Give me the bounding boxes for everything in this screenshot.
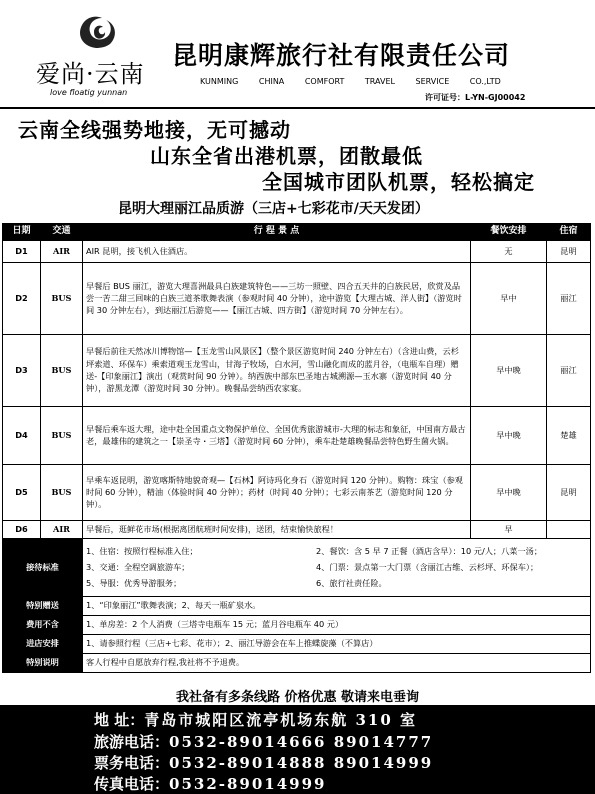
table-row-standards — [3, 538, 591, 596]
header-stay: 住宿 — [547, 224, 591, 241]
day-cell: D2 — [3, 262, 41, 334]
transport-cell: AIR — [41, 240, 83, 262]
meals-cell: 无 — [471, 240, 547, 262]
stay-cell: 楚雄 — [547, 406, 591, 464]
transport-cell: BUS — [41, 464, 83, 520]
contact-label: 传真电话： — [94, 775, 170, 793]
stay-cell — [547, 520, 591, 538]
license-number: 许可证号：L-YN-GJ00042 — [425, 93, 526, 102]
stay-cell: 昆明 — [547, 464, 591, 520]
phoenix-swirl-icon — [72, 12, 120, 52]
slogan-line-3: 全国城市团队机票，轻松搞定 — [262, 170, 535, 194]
stay-cell: 丽江 — [547, 262, 591, 334]
standard-item: 4、门票：景点第一大门票（含丽江古维、云杉坪、环保车）； — [316, 561, 539, 572]
contact-block — [0, 705, 595, 794]
shopping-label: 进店安排 — [3, 634, 83, 653]
table-row-d1 — [3, 240, 591, 262]
contact-value: 0532-89014888 89014999 — [169, 754, 434, 772]
table-row-d2 — [3, 262, 591, 334]
company-name-chinese: 昆明康辉旅行社有限责任公司 — [172, 41, 511, 70]
standards-cell — [83, 538, 591, 596]
itinerary-cell: 早餐后乘车返大理，途中赴全国重点文物保护单位、全国优秀旅游城市-大理的标志和象征，中国南方最古老，最雄伟的建筑之一【崇圣寺・三塔】（游览时间 60 分钟），乘车赴楚雄晚餐品尝特色野生菌火锅。 — [83, 406, 471, 464]
table-row-gift — [3, 596, 591, 615]
itinerary-cell: AIR 昆明，接飞机入住酒店。 — [83, 240, 471, 262]
standard-item: 2、餐饮：含 5 早 7 正餐（酒店含早）：10 元/人；八菜一汤； — [316, 545, 543, 556]
day-cell: D1 — [3, 240, 41, 262]
transport-cell: BUS — [41, 262, 83, 334]
day-cell: D4 — [3, 406, 41, 464]
gift-label: 特别赠送 — [3, 596, 83, 615]
table-row-d6 — [3, 520, 591, 538]
gift-cell: 1、“印象丽江”歌舞表演；2、每天一瓶矿泉水。 — [83, 596, 591, 615]
meals-cell: 早中晚 — [471, 334, 547, 406]
note-cell: 客人行程中自愿放弃行程,我社将不予退费。 — [83, 653, 591, 672]
brand-logo — [14, 8, 164, 96]
contact-value: 0532-89014666 89014777 — [169, 733, 434, 751]
meals-cell: 早中晚 — [471, 406, 547, 464]
header-transport: 交通 — [41, 224, 83, 241]
shopping-cell: 1、请参照行程（三店+七彩、花市）；2、丽江导游会在车上推蝶旋藻（不算店） — [83, 634, 591, 653]
excluded-cell: 1、单房差：2 个人消费（三塔寺电瓶车 15 元；蓝月谷电瓶车 40 元） — [83, 615, 591, 634]
meals-cell: 早中 — [471, 262, 547, 334]
day-cell: D3 — [3, 334, 41, 406]
transport-cell: BUS — [41, 334, 83, 406]
itinerary-cell: 早餐后 BUS 丽江，游览大理喜洲最具白族建筑特色——三坊一照壁、四合五天井的白族民居，欣赏及品尝一苦二甜三回味的白族三道茶歌舞表演（参观时间 40 分钟），途中游览【大理古城、洋人街】（游览时间 30 分钟左右），到达丽江后游览——【丽江古城、四方街】（游览时间 70 分钟左右）。 — [83, 262, 471, 334]
transport-cell: AIR — [41, 520, 83, 538]
contact-label: 票务电话： — [94, 754, 170, 772]
standard-item: 6、旅行社责任险。 — [316, 578, 387, 589]
contact-value: 青岛市城阳区流亭机场东航 310 室 — [144, 711, 417, 729]
stay-cell: 丽江 — [547, 334, 591, 406]
slogan-line-1: 云南全线强势地接，无可撼动 — [18, 118, 291, 142]
table-row-d5 — [3, 464, 591, 520]
contact-ticket-phone — [94, 752, 433, 773]
meals-cell: 早中晚 — [471, 464, 547, 520]
itinerary-cell: 早餐后，逛鲜花市场(根据离团航班时间安排)，送团，结束愉快旅程！ — [83, 520, 471, 538]
logo-chinese-name: 爱尚·云南 — [36, 60, 145, 88]
contact-fax — [94, 773, 327, 794]
header-meals: 餐饮安排 — [471, 224, 547, 241]
header-itinerary: 行 程 景 点 — [83, 224, 471, 241]
stay-cell: 昆明 — [547, 240, 591, 262]
standard-item: 5、导服：优秀导游服务； — [86, 578, 182, 589]
standards-grid — [86, 545, 587, 590]
day-cell: D6 — [3, 520, 41, 538]
table-row-excluded — [3, 615, 591, 634]
day-cell: D5 — [3, 464, 41, 520]
header-day: 日期 — [3, 224, 41, 241]
tour-title: 昆明大理丽江品质游（三店+七彩花市/天天发团） — [118, 201, 429, 217]
itinerary-cell: 早乘车返昆明，游览喀斯特地貌奇观—【石林】阿诗玛化身石（游览时间 120 分钟）。购物：珠宝（参观时间 60 分钟），精油（体验时间 40 分钟）；药材（时间 40 分钟）；七彩云南茶艺（游览时间 120 分钟）。 — [83, 464, 471, 520]
contact-value: 0532-89014999 — [169, 775, 327, 793]
company-name-english: KUNMING CHINA COMFORT TRAVEL SERVICE CO.,LTD — [200, 77, 501, 86]
contact-travel-phone — [94, 731, 433, 752]
header-divider — [0, 107, 595, 109]
table-row-d3 — [3, 334, 591, 406]
table-header-row — [3, 224, 591, 241]
standard-item: 3、交通：全程空调旅游车； — [86, 561, 190, 572]
contact-label: 旅游电话： — [94, 733, 170, 751]
excluded-label: 费用不含 — [3, 615, 83, 634]
note-label: 特别说明 — [3, 653, 83, 672]
contact-address — [94, 709, 417, 730]
contact-label: 地 址： — [94, 711, 145, 729]
itinerary-cell: 早餐后前往天然冰川博物馆—【玉龙雪山风景区】（整个景区游览时间 240 分钟左右）（含进山费，云杉坪索道、环保车）乘索道观玉龙雪山，甘海子牧场，白水河，雪山融化而成的蓝月谷，（电瓶车自理）赠送-【印象丽江】演出（观赏时间 90 分钟）。纳西族中部东巴圣地古城溯源—玉水寨（游览时间 40 分钟），游黑龙潭（游览时间 30 分钟）。晚餐品尝纳西农家宴。 — [83, 334, 471, 406]
transport-cell: BUS — [41, 406, 83, 464]
table-row-shopping — [3, 634, 591, 653]
standard-item: 1、住宿：按照行程标准入住； — [86, 545, 198, 556]
itinerary-table — [2, 223, 591, 673]
table-row-d4 — [3, 406, 591, 464]
table-row-note — [3, 653, 591, 672]
meals-cell: 早 — [471, 520, 547, 538]
slogan-line-2: 山东全省出港机票，团散最低 — [150, 144, 423, 168]
footer-tagline: 我社备有多条线路 价格优惠 敬请来电垂询 — [175, 690, 420, 705]
standards-label: 接待标准 — [3, 538, 83, 596]
logo-english-tagline: love floatig yunnan — [50, 88, 128, 97]
header — [0, 0, 595, 108]
